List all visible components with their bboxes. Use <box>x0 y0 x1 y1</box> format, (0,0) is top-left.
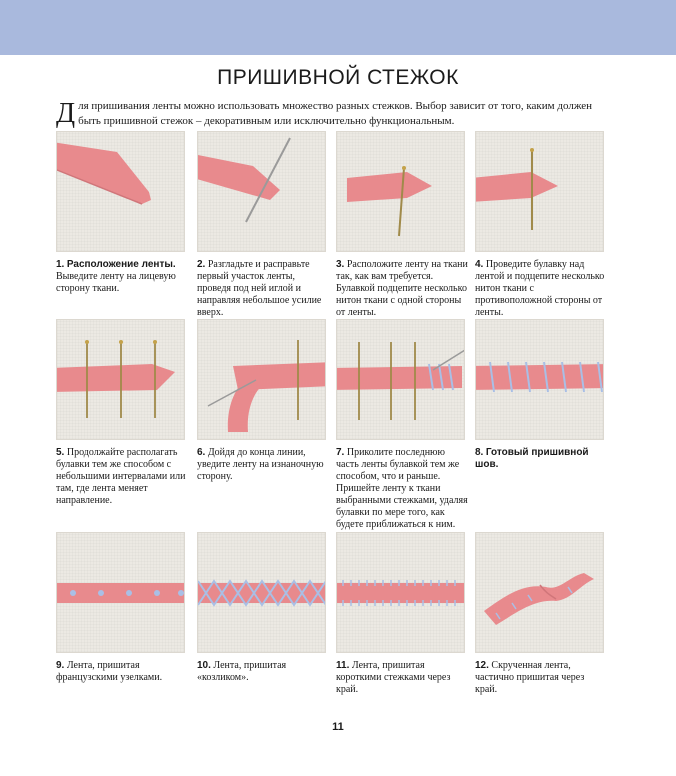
step-caption-7 <box>336 447 468 531</box>
intro-paragraph <box>56 99 616 129</box>
step-caption-11 <box>336 660 468 696</box>
step-caption-6 <box>197 447 329 483</box>
step-text: Дойдя до конца линии, уведите ленту на изнаночную сторону. <box>197 447 324 482</box>
step-number: 9. <box>56 660 65 671</box>
step-caption-3 <box>336 259 468 319</box>
intro-dropcap: Д <box>56 98 76 129</box>
step-caption-5 <box>56 447 188 507</box>
step-number: 11. <box>336 660 350 671</box>
step-text: Расположите ленту на ткани так, как вам требуется. Булавкой подцепите несколько нитон ткани с одной стороны от ленты. <box>336 259 468 318</box>
step-text: Продолжайте располагать булавки тем же способом с небольшими интервалами или там, где лента меняет направление. <box>56 447 186 506</box>
step-bold-text: Готовый пришивной шов. <box>475 447 589 470</box>
step-text: Лента, пришитая короткими стежками через край. <box>336 660 451 695</box>
step-number: 12. <box>475 660 489 671</box>
step-photo-9 <box>56 532 185 653</box>
page-number: 11 <box>332 721 344 733</box>
step-text: Лента, пришитая «козликом». <box>197 660 287 683</box>
step-photo-7 <box>336 319 465 440</box>
step-photo-12 <box>475 532 604 653</box>
step-text: Приколите последнюю часть ленты булавкой тем же способом, что и раньше. Пришейте ленту к ткани выбранными стежками, удаляя булавки по мере того, как будете приближаться к ним. <box>336 447 468 530</box>
step-photo-11 <box>336 532 465 653</box>
step-number: 4. <box>475 259 484 270</box>
step-text: Проведите булавку над лентой и подцепите несколько нитон ткани с противоположной стороны от ленты. <box>475 259 605 318</box>
step-photo-3 <box>336 131 465 252</box>
step-number: 10. <box>197 660 211 671</box>
step-bold-text: Расположение ленты. <box>66 259 176 270</box>
step-caption-8 <box>475 447 607 471</box>
step-photo-4 <box>475 131 604 252</box>
step-number: 7. <box>336 447 345 458</box>
step-caption-1 <box>56 259 188 295</box>
step-number: 3. <box>336 259 345 270</box>
step-text: Выведите ленту на лицевую сторону ткани. <box>56 271 176 294</box>
intro-text: ля пришивания ленты можно использовать множество разных стежков. Выбор зависит от того, каким должен быть пришивной стежок – декоративным или исключительно функциональным. <box>78 100 593 127</box>
step-number: 2. <box>197 259 206 270</box>
step-caption-12 <box>475 660 607 696</box>
step-caption-9 <box>56 660 188 684</box>
step-photo-1 <box>56 131 185 252</box>
step-number: 5. <box>56 447 65 458</box>
step-caption-4 <box>475 259 607 319</box>
step-photo-2 <box>197 131 326 252</box>
step-photo-6 <box>197 319 326 440</box>
step-number: 8. <box>475 447 484 458</box>
step-photo-10 <box>197 532 326 653</box>
step-text: Скрученная лента, частично пришитая через край. <box>475 660 585 695</box>
step-photo-5 <box>56 319 185 440</box>
step-text: Лента, пришитая французскими узелками. <box>56 660 163 683</box>
step-caption-10 <box>197 660 329 684</box>
step-caption-2 <box>197 259 329 319</box>
header-band <box>0 0 676 55</box>
step-text: Разгладьте и расправьте первый участок ленты, проведя под ней иглой и направляя небольшое усилие вверх. <box>197 259 322 318</box>
step-photo-8 <box>475 319 604 440</box>
page-title: ПРИШИВНОЙ СТЕЖОК <box>217 66 459 89</box>
step-number: 6. <box>197 447 206 458</box>
step-number: 1. <box>56 259 65 270</box>
